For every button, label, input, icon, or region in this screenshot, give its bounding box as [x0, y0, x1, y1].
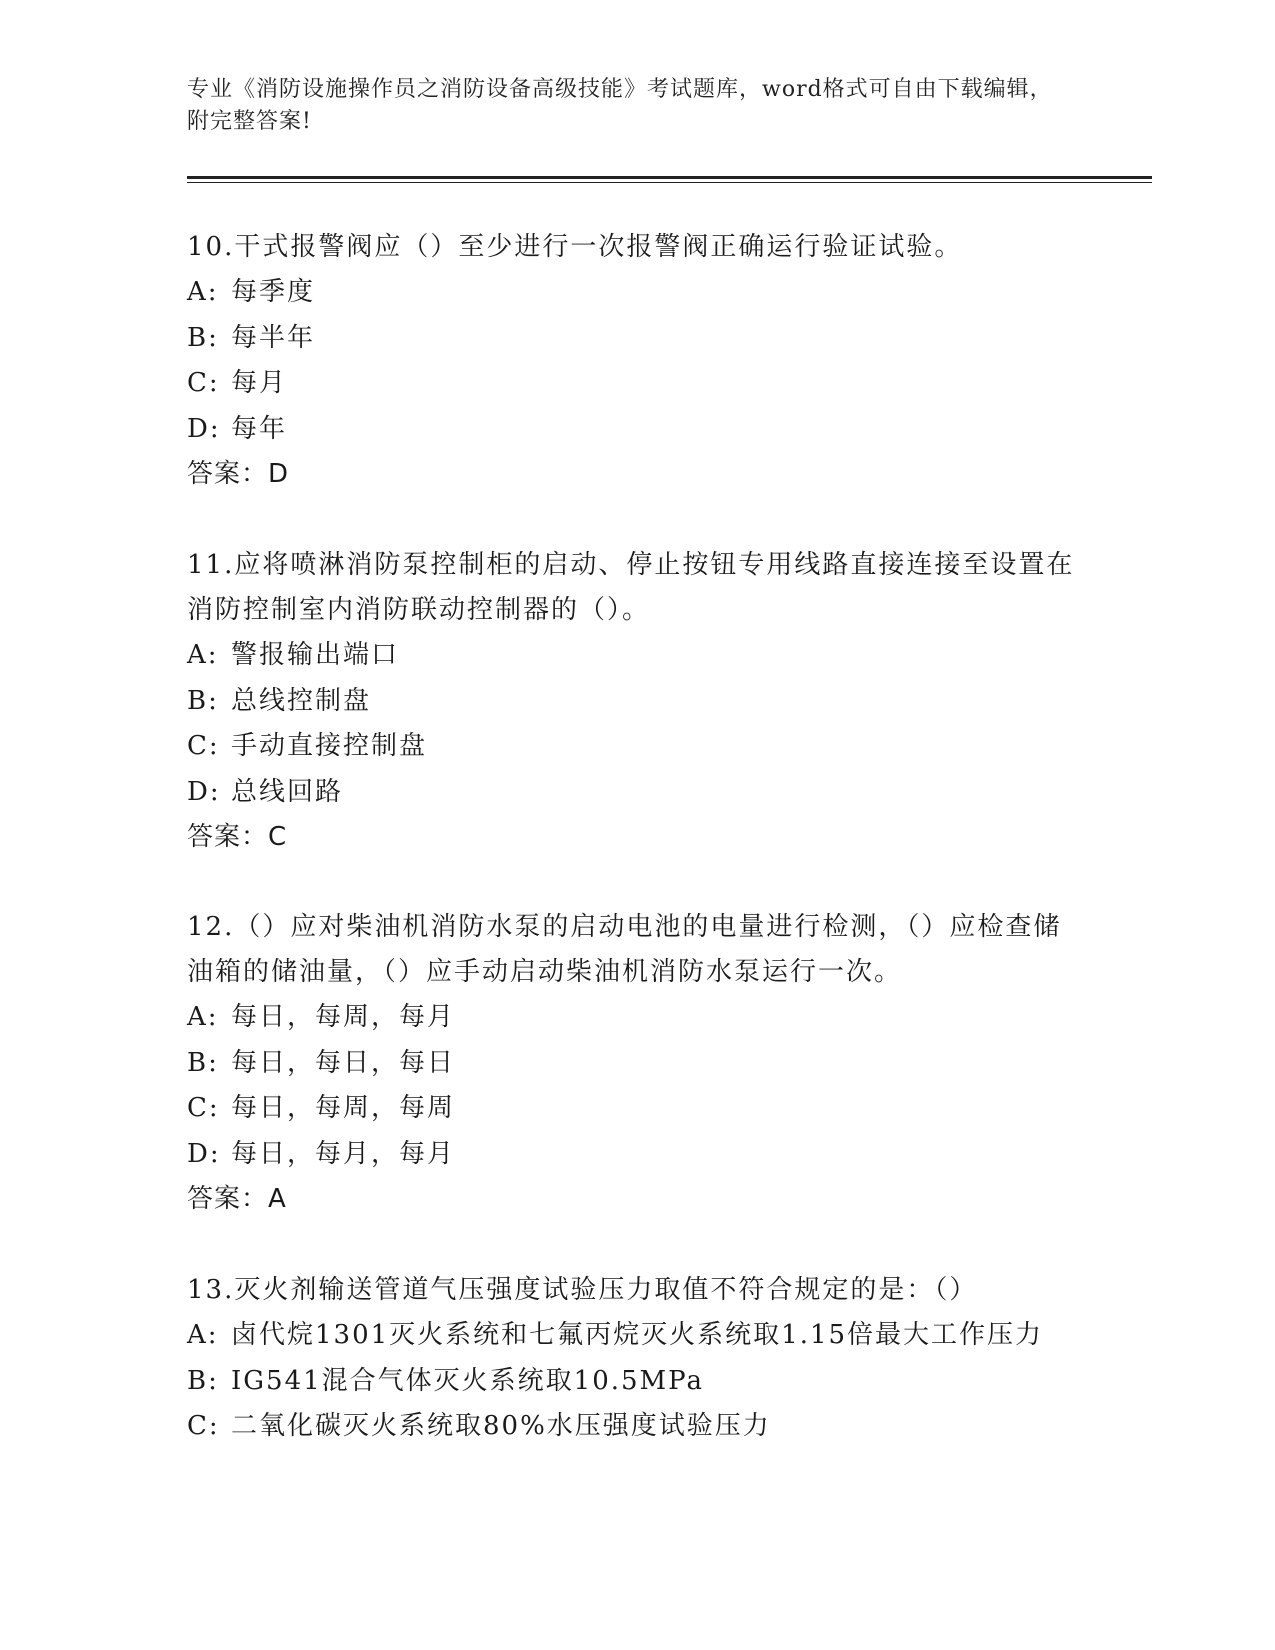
option-text: 每日，每月，每月	[231, 1138, 456, 1169]
option-letter: B:	[187, 685, 219, 716]
option-letter: D:	[187, 776, 221, 807]
option-text: 总线控制盘	[231, 685, 372, 716]
header-divider-thin	[187, 182, 1152, 183]
question-stem: 11.应将喷淋消防泵控制柜的启动、停止按钮专用线路直接连接至设置在消防控制室内消防联动控制器的（）。	[187, 550, 1075, 625]
option-letter: B:	[187, 322, 219, 353]
option-text: IG541混合气体灭火系统取10.5MPa	[231, 1365, 705, 1396]
option-letter: D:	[187, 1138, 221, 1169]
option-text: 二氧化碳灭火系统取80%水压强度试验压力	[231, 1411, 771, 1441]
option-b	[187, 316, 1087, 362]
header-divider	[187, 176, 1152, 179]
answer-line: 答案：C	[187, 822, 288, 852]
option-letter: C:	[187, 1093, 220, 1123]
option-c	[187, 1404, 1087, 1450]
answer-line: 答案：D	[187, 459, 290, 489]
option-d	[187, 407, 1087, 453]
question-stem: 12.（）应对柴油机消防水泵的启动电池的电量进行检测，（）应检查储油箱的储油量，（）应手动启动柴油机消防水泵运行一次。	[187, 912, 1062, 987]
option-b	[187, 1041, 1087, 1087]
option-b	[187, 679, 1087, 725]
option-text: 卤代烷1301灭火系统和七氟丙烷灭火系统取1.15倍最大工作压力	[231, 1320, 1044, 1350]
option-letter: D:	[187, 413, 221, 444]
option-letter: A:	[187, 1002, 219, 1032]
question-13	[187, 1268, 1087, 1450]
option-letter: C:	[187, 368, 220, 398]
option-d	[187, 770, 1087, 816]
option-d	[187, 1132, 1087, 1178]
option-text: 每半年	[231, 322, 316, 353]
option-text: 手动直接控制盘	[231, 731, 428, 761]
option-letter: B:	[187, 1047, 219, 1078]
option-letter: C:	[187, 731, 220, 761]
option-text: 每日，每周，每周	[231, 1093, 456, 1123]
option-text: 每日，每周，每月	[231, 1002, 456, 1032]
question-stem: 10.干式报警阀应（）至少进行一次报警阀正确运行验证试验。	[187, 232, 963, 262]
document-header: 专业《消防设施操作员之消防设备高级技能》考试题库，word格式可自由下载编辑，附完整答案!	[187, 77, 1053, 134]
question-10	[187, 225, 1087, 498]
option-c	[187, 724, 1087, 770]
option-text: 警报输出端口	[231, 640, 400, 670]
answer-line: 答案：A	[187, 1184, 287, 1214]
option-letter: B:	[187, 1365, 219, 1396]
option-c	[187, 361, 1087, 407]
option-letter: C:	[187, 1411, 220, 1441]
option-b	[187, 1359, 1087, 1405]
option-text: 每年	[231, 413, 288, 444]
option-c	[187, 1086, 1087, 1132]
question-12	[187, 905, 1087, 1223]
option-letter: A:	[187, 640, 219, 670]
option-text: 每日，每日，每日	[231, 1047, 456, 1078]
option-a	[187, 270, 1087, 316]
option-text: 总线回路	[231, 776, 344, 807]
option-letter: A:	[187, 1320, 219, 1350]
option-a	[187, 633, 1087, 679]
question-stem: 13.灭火剂输送管道气压强度试验压力取值不符合规定的是：（）	[187, 1275, 978, 1305]
option-a	[187, 1313, 1087, 1359]
question-11	[187, 543, 1087, 861]
option-text: 每月	[231, 368, 288, 398]
option-text: 每季度	[231, 277, 316, 307]
option-letter: A:	[187, 277, 219, 307]
option-a	[187, 995, 1087, 1041]
